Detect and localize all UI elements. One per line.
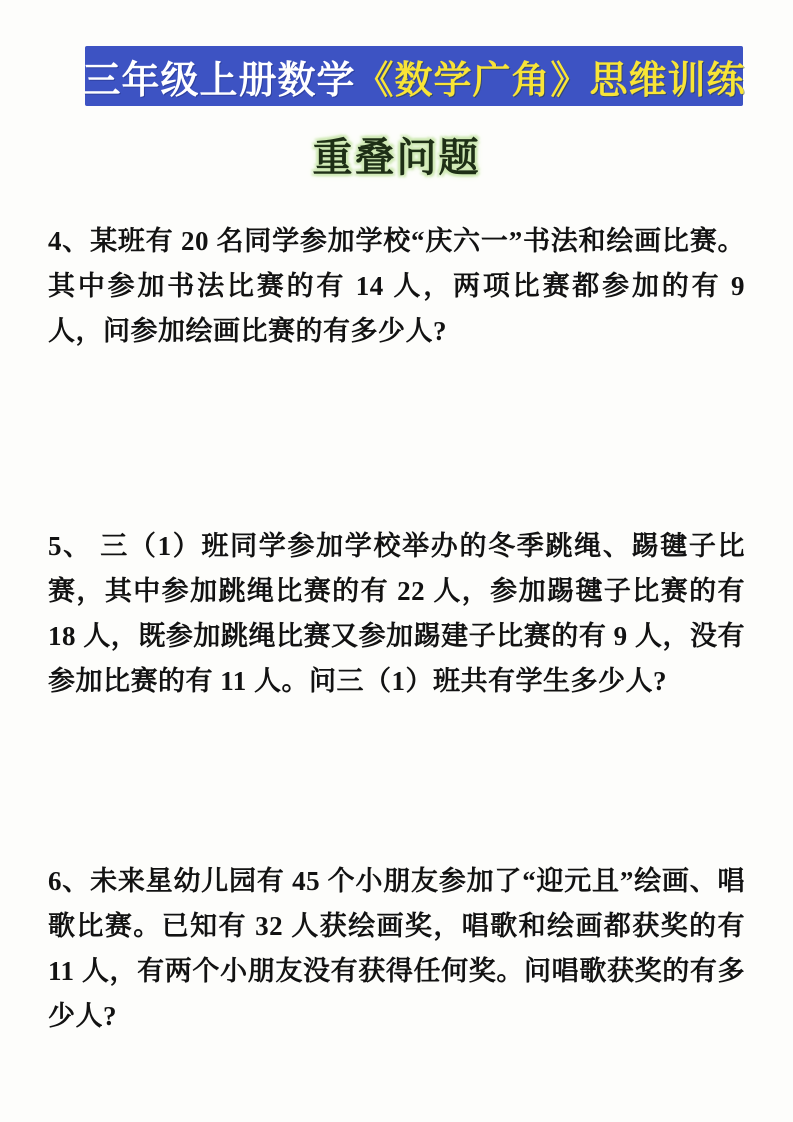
banner-title-yellow: 《数学广角》思维训练 (355, 59, 746, 102)
problem-4-text: 4、某班有 20 名同学参加学校“庆六一”书法和绘画比赛。其中参加书法比赛的有 14 人，两项比赛都参加的有 9 人，问参加绘画比赛的有多少人? (48, 226, 745, 346)
title-banner (82, 46, 746, 106)
section-subtitle: 重叠问题 (312, 135, 481, 180)
problem-5-text: 5、 三（1）班同学参加学校举办的冬季跳绳、踢毽子比赛，其中参加跳绳比赛的有 22 人，参加踢毽子比赛的有 18 人，既参加跳绳比赛又参加踢建子比赛的有 9 人，没有参加比赛的有 11 人。问三（1）班共有学生多少人? (48, 531, 745, 696)
banner-title-white: 三年级上册数学 (82, 59, 356, 102)
problem-6-text: 6、未来星幼儿园有 45 个小朋友参加了“迎元且”绘画、唱歌比赛。已知有 32 人获绘画奖，唱歌和绘画都获奖的有 11 人，有两个小朋友没有获得任何奖。问唱歌获奖的有多少人? (48, 866, 745, 1031)
